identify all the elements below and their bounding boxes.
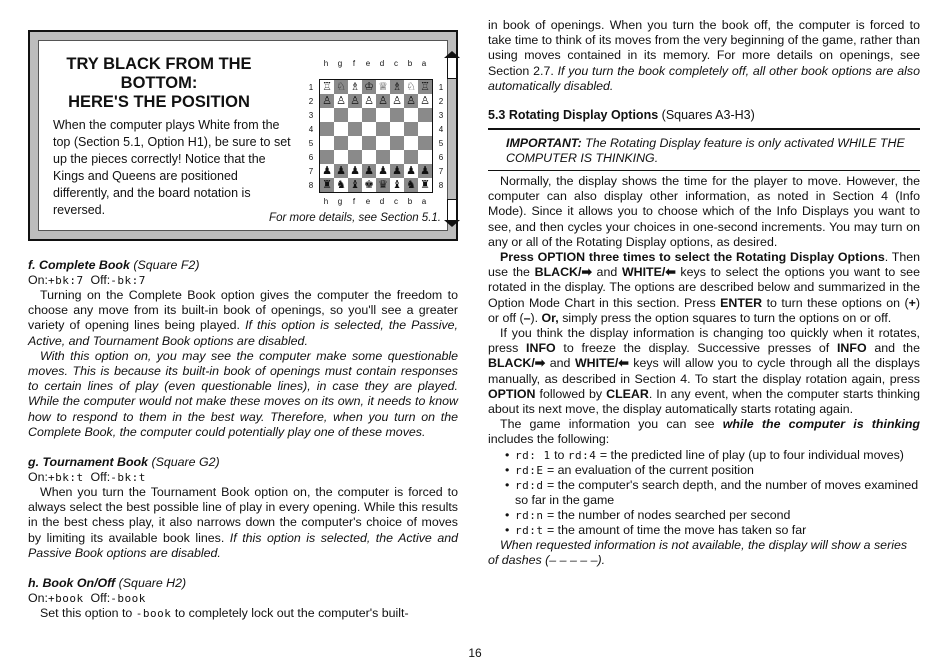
board-square bbox=[376, 150, 390, 164]
para-text: . Then use the bbox=[488, 250, 920, 280]
rank-label: 3 bbox=[308, 111, 314, 120]
inset-inner bbox=[38, 40, 448, 231]
page-number: 16 bbox=[468, 646, 482, 660]
enter-key-label: ENTER bbox=[720, 295, 763, 310]
off-label: Off: bbox=[90, 470, 111, 485]
file-labels-bottom bbox=[319, 197, 431, 206]
rank-label: 8 bbox=[438, 181, 444, 190]
list-text: to bbox=[554, 447, 565, 462]
board-square bbox=[418, 108, 432, 122]
rank-labels-left bbox=[305, 81, 317, 193]
important-text: The Rotating Display feature is only activated WHILE THE COMPUTER IS THINKING. bbox=[506, 136, 905, 166]
list-text: = the number of nodes searched per second bbox=[546, 507, 791, 522]
board-square: ♟ bbox=[404, 164, 418, 178]
para-text: keys will allow you to cycle through all the displays manually, as described in Section 4. To start the display rotation again, press bbox=[488, 356, 920, 386]
board-square: ♖ bbox=[320, 80, 334, 94]
board-square bbox=[334, 150, 348, 164]
lcd-code: rd:d bbox=[515, 478, 544, 492]
file-label: a bbox=[421, 59, 427, 68]
tournament-book-para bbox=[28, 485, 458, 561]
board-square bbox=[334, 122, 348, 136]
para-text: to completely lock out the computer's built- bbox=[174, 606, 409, 621]
board-square bbox=[320, 122, 334, 136]
board-square bbox=[362, 136, 376, 150]
file-label: f bbox=[352, 59, 356, 68]
file-label: g bbox=[337, 197, 343, 206]
board-square: ♟ bbox=[348, 164, 362, 178]
lcd-code: +bk:t bbox=[47, 471, 84, 485]
board-square: ♙ bbox=[362, 94, 376, 108]
up-arrow-icon bbox=[447, 57, 457, 79]
board-square bbox=[320, 108, 334, 122]
board-square bbox=[348, 108, 362, 122]
lcd-code: rd: 1 bbox=[515, 448, 551, 462]
heading-text: h. Book On/Off bbox=[28, 576, 116, 591]
board-square: ♘ bbox=[334, 80, 348, 94]
board-square: ♜ bbox=[320, 178, 334, 192]
board-square bbox=[334, 108, 348, 122]
board-square bbox=[390, 108, 404, 122]
board-square bbox=[362, 122, 376, 136]
board-square bbox=[376, 108, 390, 122]
square-ref: (Square G2) bbox=[151, 455, 220, 470]
list-text: = the amount of time the move has taken so far bbox=[546, 522, 807, 537]
board-square: ♝ bbox=[348, 178, 362, 192]
lcd-code: +bk:7 bbox=[47, 274, 84, 287]
board-square bbox=[376, 136, 390, 150]
rank-label: 4 bbox=[308, 125, 314, 134]
rank-labels-right bbox=[435, 81, 447, 193]
para-text: simply press the option squares to turn the options on or off. bbox=[562, 310, 892, 325]
list-item bbox=[506, 523, 920, 538]
tournament-book-heading bbox=[28, 455, 458, 470]
inset-title-line-1: TRY BLACK FROM THE bbox=[66, 55, 252, 73]
file-label: c bbox=[394, 197, 398, 206]
board-square bbox=[404, 108, 418, 122]
list-item bbox=[506, 463, 920, 478]
plus-symbol: + bbox=[908, 295, 916, 310]
white-key-label: WHITE/⬅ bbox=[621, 265, 676, 280]
rank-label: 3 bbox=[438, 111, 444, 120]
board-square: ♗ bbox=[390, 80, 404, 94]
board-square: ♞ bbox=[404, 178, 418, 192]
white-key-label: WHITE/⬅ bbox=[574, 356, 629, 371]
rotating-para-2 bbox=[488, 250, 920, 326]
rank-label: 2 bbox=[438, 97, 444, 106]
para-text: The game information you can see bbox=[500, 417, 715, 432]
board-square bbox=[320, 136, 334, 150]
rotating-para-5: When requested information is not available, the display will show a series of dashes (– – – – –). bbox=[488, 537, 908, 567]
file-label: h bbox=[323, 197, 329, 206]
on-label: On: bbox=[28, 470, 48, 485]
para-text: to freeze the display. Successive presses of bbox=[563, 341, 830, 356]
board-square: ♕ bbox=[376, 80, 390, 94]
heading-text: f. Complete Book bbox=[28, 258, 130, 272]
board-square bbox=[320, 150, 334, 164]
board-square: ♛ bbox=[376, 178, 390, 192]
rank-label: 6 bbox=[308, 153, 314, 162]
book-onoff-codes bbox=[28, 591, 458, 606]
position-inset-box bbox=[28, 30, 458, 241]
list-item bbox=[506, 448, 920, 463]
complete-book-para-2: With this option on, you may see the computer make some questionable moves. This is because its built-in book of openings must contain responses to certain lines of play (even questionable lines), in case they are played. While the computer would not make these moves on its own, it needs to know how to respond to them in the best way. Therefore, when you turn on the Complete Book, the computer could potentially play one of these moves. bbox=[28, 348, 458, 439]
board-square bbox=[390, 150, 404, 164]
lcd-code: -bk:t bbox=[110, 471, 146, 485]
minus-symbol: – bbox=[523, 310, 531, 325]
board-square: ♟ bbox=[320, 164, 334, 178]
heading-text: g. Tournament Book bbox=[28, 455, 149, 470]
para-text: Turning on the Complete Book option gives the computer the freedom to choose any move from its built-in book of openings, so you'll see a greater variety of opening lines being played. bbox=[28, 288, 458, 333]
para-text: ). bbox=[530, 310, 539, 325]
board-square bbox=[376, 122, 390, 136]
board-square bbox=[404, 122, 418, 136]
board-square: ♚ bbox=[362, 178, 376, 192]
board-square bbox=[334, 136, 348, 150]
para-text: and the bbox=[874, 341, 920, 356]
para-text: When you turn the Tournament Book option on, the computer is forced to always select the best possible line of play in every opening. While this results in the best chess play, it also narrows down the computer's choice of moves by limiting its available book lines. bbox=[28, 485, 458, 545]
board-square bbox=[404, 136, 418, 150]
board-square bbox=[348, 150, 362, 164]
important-note bbox=[488, 128, 920, 171]
right-column bbox=[488, 18, 920, 568]
board-square: ♙ bbox=[334, 94, 348, 108]
lcd-code: rd:4 bbox=[567, 448, 597, 462]
down-arrow-icon bbox=[447, 199, 457, 221]
on-label: On: bbox=[28, 591, 48, 606]
rotating-para-4 bbox=[488, 417, 920, 447]
rank-label: 2 bbox=[308, 97, 314, 106]
rank-label: 1 bbox=[438, 83, 444, 92]
complete-book-codes bbox=[28, 273, 458, 288]
bold-italic-text: while the computer is thinking bbox=[722, 417, 920, 432]
info-key-label: INFO bbox=[526, 341, 556, 356]
section-5-3-title bbox=[488, 108, 920, 122]
board-square: ♖ bbox=[418, 80, 432, 94]
file-label: d bbox=[379, 197, 385, 206]
board-square bbox=[362, 108, 376, 122]
rank-label: 7 bbox=[308, 167, 314, 176]
file-label: a bbox=[421, 197, 427, 206]
display-options-list bbox=[488, 448, 920, 538]
chessboard-diagram bbox=[301, 55, 451, 225]
tournament-book-codes bbox=[28, 470, 458, 485]
lcd-code: rd:n bbox=[515, 508, 544, 522]
book-onoff-heading bbox=[28, 576, 458, 591]
board-square bbox=[390, 136, 404, 150]
option-key-label: OPTION bbox=[488, 386, 536, 401]
board-square bbox=[390, 122, 404, 136]
file-labels-top bbox=[319, 59, 431, 68]
file-label: b bbox=[407, 197, 413, 206]
board-square: ♙ bbox=[404, 94, 418, 108]
list-text: = the computer's search depth, and the number of moves examined so far in the game bbox=[515, 477, 919, 507]
board-square: ♞ bbox=[334, 178, 348, 192]
file-label: g bbox=[337, 59, 343, 68]
board-grid bbox=[319, 79, 433, 193]
section-squares: (Squares A3-H3) bbox=[661, 108, 755, 123]
rank-label: 5 bbox=[438, 139, 444, 148]
board-square bbox=[418, 150, 432, 164]
file-label: d bbox=[379, 59, 385, 68]
board-square: ♜ bbox=[418, 178, 432, 192]
para-text: and bbox=[549, 356, 571, 371]
lcd-code: -book bbox=[135, 607, 172, 621]
square-ref: (Square H2) bbox=[118, 576, 187, 591]
book-onoff-para bbox=[28, 606, 458, 621]
lcd-code: +book bbox=[47, 592, 84, 606]
board-square: ♙ bbox=[376, 94, 390, 108]
board-square bbox=[418, 136, 432, 150]
complete-book-heading bbox=[28, 258, 458, 273]
rank-label: 1 bbox=[308, 83, 314, 92]
complete-book-para-1 bbox=[28, 288, 458, 349]
board-square: ♟ bbox=[390, 164, 404, 178]
para-text: followed by bbox=[539, 386, 603, 401]
para-text: to turn these options on ( bbox=[766, 295, 909, 310]
bold-text: Or, bbox=[541, 310, 559, 325]
rotating-para-1: Normally, the display shows the time for the player to move. However, the computer can also display other information, as noted in Section 4 (Info Mode). Since it allows you to choose which of the Info Displays you want to see, and then cycles your choices in one-second increments. You may turn on any or all of the Rotating Display options, as desired. bbox=[488, 174, 920, 249]
square-ref: (Square F2) bbox=[133, 258, 200, 272]
para-italic: If you turn the book completely off, all other book options are also automatically disabled. bbox=[488, 63, 920, 93]
board-square: ♝ bbox=[390, 178, 404, 192]
para-text: includes the following: bbox=[488, 432, 610, 447]
file-label: h bbox=[323, 59, 329, 68]
bold-text: Press OPTION three times to select the Rotating Display Options bbox=[500, 250, 885, 265]
inset-body: When the computer plays White from the top (Section 5.1, Option H1), be sure to set up the pieces correctly! Notice that the Kings and Queens are positioned differently, and the board notation is reversed. bbox=[53, 118, 291, 217]
file-label: c bbox=[394, 59, 398, 68]
lcd-code: -book bbox=[110, 592, 146, 606]
para-text: ) or off ( bbox=[488, 295, 920, 325]
board-square: ♙ bbox=[320, 94, 334, 108]
file-label: b bbox=[407, 59, 413, 68]
off-label: Off: bbox=[90, 273, 111, 287]
board-square: ♟ bbox=[418, 164, 432, 178]
lcd-code: rd:t bbox=[515, 523, 544, 537]
board-square bbox=[348, 122, 362, 136]
board-square bbox=[418, 122, 432, 136]
on-label: On: bbox=[28, 273, 48, 287]
important-label: IMPORTANT: bbox=[506, 136, 582, 151]
list-text: = an evaluation of the current position bbox=[546, 462, 754, 477]
board-square: ♟ bbox=[334, 164, 348, 178]
clear-key-label: CLEAR bbox=[606, 386, 649, 401]
para-text: . In any event, when the computer starts thinking about its next move, the display automatically starts rotating again. bbox=[488, 386, 920, 417]
lcd-code: rd:E bbox=[515, 463, 544, 477]
black-key-label: BLACK/➡ bbox=[534, 265, 592, 280]
list-item bbox=[506, 478, 920, 508]
rank-label: 4 bbox=[438, 125, 444, 134]
para-text: If you think the display information is changing too quickly when it rotates, press bbox=[488, 326, 920, 356]
inset-title bbox=[53, 55, 265, 112]
inset-footnote: For more details, see Section 5.1. bbox=[269, 212, 441, 224]
list-item bbox=[506, 508, 920, 523]
para-text: keys to select the options you want to see rotated in the display. The options are described below and summarized in the Option Mode Chart in this section. Press bbox=[488, 265, 920, 310]
board-square bbox=[362, 150, 376, 164]
para-italic: If this option is selected, the Active and Passive Book options are disabled. bbox=[28, 530, 458, 560]
board-square: ♔ bbox=[362, 80, 376, 94]
board-square: ♘ bbox=[404, 80, 418, 94]
board-square: ♙ bbox=[348, 94, 362, 108]
inset-title-line-2: BOTTOM: bbox=[120, 74, 198, 92]
rotating-para-3 bbox=[488, 326, 920, 417]
black-key-label: BLACK/➡ bbox=[488, 356, 546, 371]
board-square bbox=[348, 136, 362, 150]
inset-title-line-3: HERE'S THE POSITION bbox=[68, 93, 250, 111]
rank-label: 8 bbox=[308, 181, 314, 190]
list-text: = the predicted line of play (up to four individual moves) bbox=[599, 447, 904, 462]
rank-label: 5 bbox=[308, 139, 314, 148]
board-square: ♗ bbox=[348, 80, 362, 94]
left-column bbox=[28, 258, 458, 621]
board-square: ♙ bbox=[390, 94, 404, 108]
board-square bbox=[404, 150, 418, 164]
file-label: e bbox=[365, 59, 371, 68]
board-square: ♟ bbox=[362, 164, 376, 178]
info-key-label: INFO bbox=[836, 341, 867, 356]
para-italic: If this option is selected, the Passive, Active, and Tournament Book options are disabled. bbox=[28, 318, 458, 348]
board-square: ♟ bbox=[376, 164, 390, 178]
file-label: e bbox=[365, 197, 371, 206]
para-text: Set this option to bbox=[40, 606, 133, 621]
board-square: ♙ bbox=[418, 94, 432, 108]
rank-label: 7 bbox=[438, 167, 444, 176]
para-text: and bbox=[596, 265, 618, 280]
file-label: f bbox=[352, 197, 356, 206]
lcd-code: -bk:7 bbox=[110, 274, 146, 287]
section-title-text: 5.3 Rotating Display Options bbox=[488, 108, 659, 123]
rank-label: 6 bbox=[438, 153, 444, 162]
off-label: Off: bbox=[90, 591, 111, 606]
para-text: in book of openings. When you turn the book off, the computer is forced to take time to think of its moves from the very beginning of the game, rather than using moves contained in its memory. For more details on openings, see Section 2.7. bbox=[488, 18, 920, 78]
book-continued-para bbox=[488, 18, 920, 94]
